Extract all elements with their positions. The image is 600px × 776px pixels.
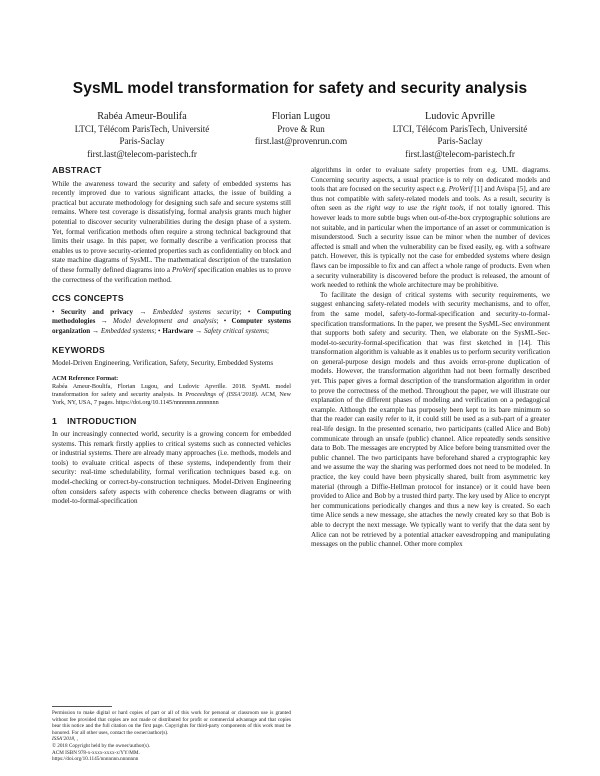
section-title: INTRODUCTION <box>67 415 137 426</box>
author-email: first.last@telecom-paristech.fr <box>405 148 515 159</box>
footnote-rule <box>52 706 112 707</box>
acm-reference-text: Rabéa Ameur-Boulifa, Florian Lugou, and Ludovic Apvrille. 2018. SysML model transformation for safety and security analysis. In <box>52 382 291 399</box>
ccs-arrow: → <box>139 307 147 316</box>
author-email: first.last@provenrun.com <box>254 136 348 147</box>
author-email: first.last@telecom-paristech.fr <box>87 148 197 159</box>
doi-line: https://doi.org/10.1145/nnnnnnn.nnnnnnn <box>52 756 139 763</box>
author-block <box>52 110 550 160</box>
copyright-footnote <box>52 706 291 763</box>
author-1 <box>52 110 232 160</box>
acm-reference-label: ACM Reference Format: <box>52 374 119 382</box>
keywords-heading: KEYWORDS <box>52 344 106 355</box>
right-column <box>311 166 550 550</box>
ccs-subconcept: Embedded systems <box>100 326 155 335</box>
ccs-bullet: • <box>52 307 55 316</box>
author-affiliation: LTCI, Télécom ParisTech, Université <box>74 124 210 134</box>
intro-paragraph-2: To facilitate the design of critical systems with security requirements, we suggest enhancing safety-related models with security mechanisms, and to offer, from the same model, safety-to-formal-specification and security-to-formal-specification transformations. In the paper, we present the SysML-Sec environment that supports both safety and security. Then, we elaborate on the SysML-Sec-model-to-security-formal-specification that was first sketched in [14]. This transformation algorithm is valuable as it enables us to perform security verification on general-purpose design models and thus avoids error-prone duplication of models. However, the transformation algorithm had not been formally described yet. This paper gives a formal description of the transformation algorithm in order to prove the correctness of the method. Throughout the paper, we will illustrate our explanation of the different phases of modeling and verification on a pedagogical example. Although the example has purposely been kept to its bare minimum so that the reader can easily refer to it, it could still be used as a sub-part of a greater real-life design. In the presented scenario, two participants (called Alice and Bob) communicate through an unsafe (public) channel. Alice repeatedly sends sensitive data to Bob. The messages are encrypted by Alice before being transmitted over the public channel. The two participants have beforehand shared a cryptographic key and we assume the way the sharing was performed does not need to be modeled. In practice, the key could have been physically shared, built from asymmetric key material (through a Diffie-Hellman protocol for instance) or it could have been provided to Alice and Bob by a trusted third party. The key used by Alice to encrypt her communications periodically changes and thus a new key is created. So each time Alice sends a new message, she attaches the newly created key so that Bob is able to decrypt the next message. We typically want to verify that the data sent by Alice can not be retrieved by a potential attacker eavesdropping and manipulating messages on the public channel. Other more complex <box>311 290 550 549</box>
section-number: 1 <box>52 415 58 426</box>
keywords-text: Model-Driven Engineering, Verification, Safety, Security, Embedded Systems <box>52 359 274 368</box>
abstract-text-part: specification enables us to prove the correctness of the verification method. <box>52 265 291 284</box>
body-text-italic: ProVerif <box>448 185 473 194</box>
author-2 <box>221 110 381 148</box>
ccs-arrow: → <box>100 317 108 326</box>
acm-reference-text: ACM, New York, NY, USA, 7 pages. https://doi.org/10.1145/nnnnnnn.nnnnnnn <box>52 391 291 407</box>
author-name: Ludovic Apvrille <box>425 111 495 122</box>
acm-reference <box>52 375 291 408</box>
author-affiliation: Paris-Saclay <box>119 136 165 147</box>
ccs-bullet: • <box>223 317 227 326</box>
author-name: Florian Lugou <box>271 111 331 122</box>
venue-line: ISSA’2018, , <box>52 736 78 743</box>
ccs-concept: Security and privacy <box>60 307 134 316</box>
author-3 <box>370 110 550 160</box>
body-text-italic: the right way to use the right tools <box>354 204 464 213</box>
ccs-separator: ; <box>239 307 242 316</box>
author-affiliation: Prove & Run <box>277 124 325 134</box>
isbn-line: ACM ISBN 978-x-xxxx-xxxx-x/YY/MM. <box>52 749 140 756</box>
ccs-bullet: • <box>158 326 161 335</box>
ccs-separator: ; <box>216 317 219 326</box>
ccs-separator: ; <box>154 326 157 335</box>
permission-notice: Permission to make digital or hard copies of part or all of this work for personal or classroom use is granted without fee provided that copies are not made or distributed for profit or commercial advantage and that copies bear this notice and the full citation on the first page. Copyrights for third-party components of this work must be honored. For all other uses, contact the owner/author(s). <box>52 710 291 736</box>
left-column <box>52 166 291 507</box>
body-text: algorithms in order to evaluate safety properties from e.g. UML diagrams. Concerning security aspects, a usual practice is to rely on dedicated models and tools that are focused on the security aspect e.g. <box>311 166 550 194</box>
intro-heading <box>52 417 291 427</box>
ccs-bullet: • <box>247 307 251 316</box>
body-text: [1] and Avispa [5], and are thus not compatible with safety-related models and tools. As a result, security is often seen as <box>311 185 551 213</box>
ccs-subconcept: Safety critical systems <box>203 326 268 335</box>
copyright-line: © 2018 Copyright held by the owner/author(s). <box>52 742 151 749</box>
author-affiliation: Paris-Saclay <box>437 136 483 147</box>
author-name: Rabéa Ameur-Boulifa <box>97 111 187 122</box>
ccs-concepts <box>52 308 291 337</box>
abstract-text-italic: ProVerif <box>172 265 196 274</box>
body-text: , if not totally ignored. This however leads to more subtle bugs when out-of-the-box cryptographic solutions are not suitable, and in particular when the importance of an asset or communication is misunderstood. Such a security issue can be minor when the number of devices affected is small and when the vulnerability can be fixed easily, eg. with a software patch. However, this is typically not the case for embedded systems where design flaws can be impossible to fix and can affect a whole range of products. Even when a security vulnerability is discovered before the product is released, the amount of work needed to rethink the whole architecture may be prohibitive. <box>311 204 550 290</box>
paper-title: SysML model transformation for safety and security analysis <box>72 80 528 97</box>
ccs-concept: Computer systems organization <box>52 317 292 335</box>
intro-paragraph: In our increasingly connected world, security is a growing concern for embedded systems. This remark firstly applies to critical systems such as connected vehicles or industrial systems. There are already many approaches (i.e. methods, models and tools) to evaluate critical aspects of these systems, independently from their security: real-time schedulability, formal verification techniques based e.g. on model-checking or correct-by-construction techniques. Model-Driven Engineering often considers safety aspects with coherence checks between diagrams or with model-to-formal-specification <box>52 430 291 506</box>
abstract-heading: ABSTRACT <box>52 165 102 175</box>
ccs-concept: Hardware <box>162 326 194 335</box>
intro-continuation <box>311 166 550 291</box>
author-affiliation: LTCI, Télécom ParisTech, Université <box>392 124 528 134</box>
ccs-separator: ; <box>267 326 269 335</box>
ccs-subconcept: Embedded systems security <box>152 307 240 316</box>
ccs-arrow: → <box>92 326 100 335</box>
abstract-text <box>52 180 291 286</box>
ccs-concept: Computing methodologies <box>52 307 291 326</box>
ccs-subconcept: Model development and analysis <box>112 317 217 326</box>
ccs-heading: CCS CONCEPTS <box>52 293 124 304</box>
ccs-arrow: → <box>195 326 203 335</box>
abstract-text-part: While the awareness toward the security and safety of embedded systems has recently improved due to various significant attacks, the issue of building a practical but accurate methodology for designing such safe and secure systems still remains. Where test coverage is dissatisfying, formal analysis grants much higher potential to discover security vulnerabilities during the design phase of a system. Yet, formal verification methods often require a strong technical background that limits their usage. In this paper, we formally describe a verification process that enables us to prove security-oriented properties such as confidentiality on block and state machine diagrams of SysML. The mathematical description of the translation of these formally defined diagrams into a <box>52 179 291 274</box>
acm-reference-italic: Proceedings of (ISSA’2018). <box>185 391 259 399</box>
